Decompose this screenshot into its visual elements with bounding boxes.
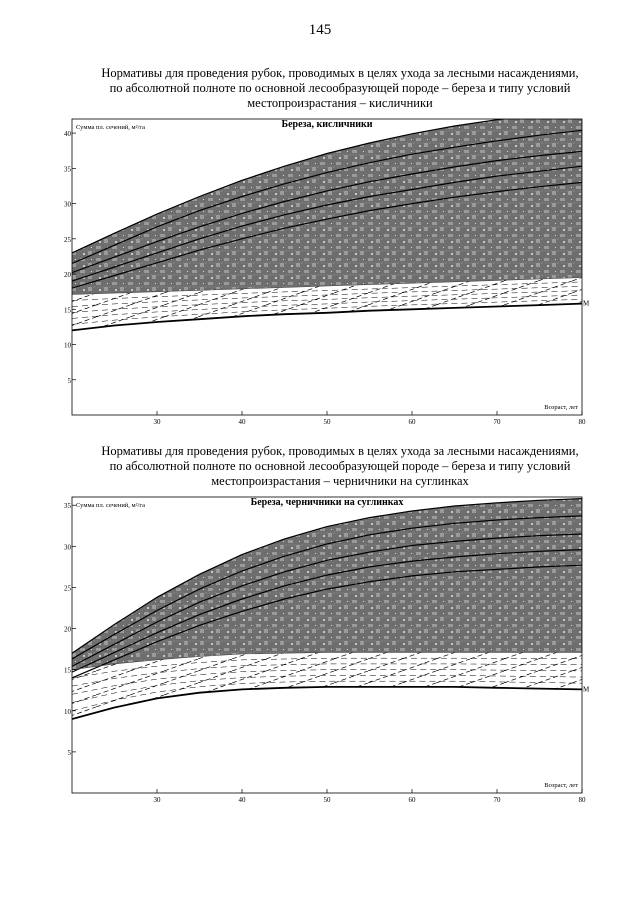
y-tick-label: 35: [64, 502, 71, 511]
x-axis-label: Возраст, лет: [544, 782, 578, 789]
chart-2: [62, 491, 592, 811]
chart-title: Береза, черничники на суглинках: [250, 497, 404, 508]
chart-1-svg: [62, 113, 592, 433]
x-tick-label: 70: [493, 418, 501, 426]
y-tick-label: 40: [64, 130, 71, 139]
x-axis-label: Возраст, лет: [544, 404, 578, 411]
x-tick-label: 60: [408, 418, 416, 426]
y-tick-label: 35: [64, 165, 71, 174]
y-tick-label: 20: [64, 625, 71, 634]
y-tick-label: 15: [64, 666, 71, 675]
caption-line: по абсолютной полноте по основной лесообразующей породе – береза и типу условий: [109, 459, 571, 473]
hatched-zone: [72, 652, 582, 719]
x-tick-label: 80: [578, 418, 586, 426]
y-tick-label: 5: [67, 748, 71, 757]
plot-area: [72, 113, 582, 330]
y-tick-label: 10: [64, 341, 71, 350]
caption-line: местопроизрастания – кисличники: [247, 96, 433, 110]
y-tick-label: 15: [64, 306, 71, 315]
x-tick-label: 30: [153, 796, 161, 804]
x-tick-label: 30: [153, 418, 161, 426]
y-tick-label: 20: [64, 271, 71, 280]
x-tick-label: 70: [493, 796, 501, 804]
chart-2-caption: [60, 444, 620, 489]
caption-line: Нормативы для проведения рубок, проводимых в целях ухода за лесными насаждениями,: [101, 444, 579, 458]
chart-2-svg: [62, 491, 592, 811]
y-axis-label: Сумма пл. сечений, м²/га: [76, 124, 145, 131]
caption-line: по абсолютной полноте по основной лесообразующей породе – береза и типу условий: [109, 81, 571, 95]
page-number: 145: [308, 22, 332, 38]
y-tick-label: 10: [64, 707, 71, 716]
chart-1-caption: [60, 66, 620, 111]
min-line-label: М: [583, 685, 590, 694]
caption-line: местопроизрастания – черничники на суглинках: [211, 474, 469, 488]
min-line-label: М: [583, 299, 590, 308]
y-tick-label: 25: [64, 235, 71, 244]
norm-band: [72, 499, 582, 670]
x-tick-label: 50: [323, 796, 331, 804]
x-tick-label: 40: [238, 418, 246, 426]
caption-line: Нормативы для проведения рубок, проводимых в целях ухода за лесными насаждениями,: [101, 66, 579, 80]
y-tick-label: 30: [64, 543, 71, 552]
x-tick-label: 50: [323, 418, 331, 426]
x-tick-label: 60: [408, 796, 416, 804]
chart-title: Береза, кисличники: [281, 119, 373, 130]
y-tick-label: 25: [64, 584, 71, 593]
x-tick-label: 80: [578, 796, 586, 804]
x-tick-label: 40: [238, 796, 246, 804]
y-tick-label: 30: [64, 200, 71, 209]
plot-area: [72, 499, 582, 719]
chart-1: [62, 113, 592, 433]
y-axis-label: Сумма пл. сечений, м²/га: [76, 502, 145, 509]
y-tick-label: 5: [67, 376, 71, 385]
